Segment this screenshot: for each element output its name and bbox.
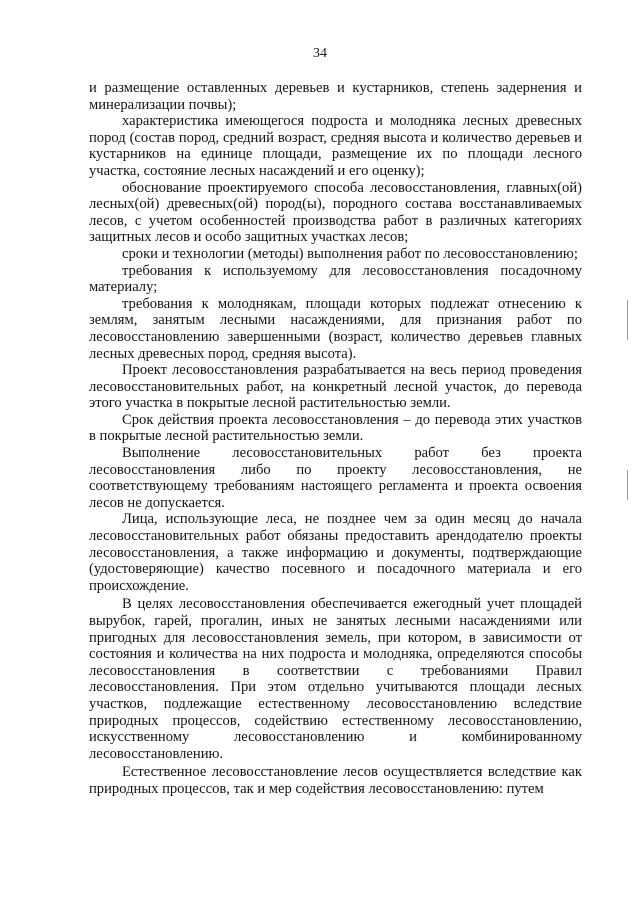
paragraph-5: требования к используемому для лесовосстановления посадочному материалу; (89, 262, 582, 296)
page-number: 34 (313, 46, 327, 61)
paragraph-1: и размещение оставленных деревьев и кустарников, степень задернения и минерализации почвы); (89, 80, 582, 113)
paragraph-4: сроки и технологии (методы) выполнения работ по лесовосстановлению; (122, 245, 578, 262)
paragraph-6: требования к молоднякам, площади которых подлежат отнесению к землям, занятым лесными насаждениями, для признания работ по лесовосстановлению завершенными (возраст, количество деревьев главных лесных древесных пород, средняя высота). (89, 295, 582, 362)
document-body (89, 80, 582, 798)
paragraph-11: В целях лесовосстановления обеспечивается ежегодный учет площадей вырубок, гарей, прогалин, иных не занятых лесными насаждениями или пригодных для лесовосстановления земель, при котором, в зависимости от состояния и количества на них подроста и молодняка, определяются способы лесовосстановления в соответствии с требованиями Правил лесовосстановления. При этом отдельно учитываются площади лесных участков, подлежащие естественному лесовосстановлению вследствие природных процессов, содействию естественному лесовосстановлению, искусственному лесовосстановлению и комбинированному лесовосстановлению. (89, 596, 582, 762)
paragraph-2: характеристика имеющегося подроста и молодняка лесных древесных пород (состав пород, средний возраст, средняя высота и количество деревьев и кустарников на единице площади, размещение их по площади лесного участка, состояние лесных насаждений и его оценку); (89, 113, 582, 179)
scan-edge-mark (627, 470, 628, 500)
scan-edge-mark (627, 300, 628, 340)
paragraph-12: Естественное лесовосстановление лесов осуществляется вследствие как природных процессов, так и мер содействия лесовосстановлению: путем (89, 764, 582, 797)
paragraph-7: Проект лесовосстановления разрабатывается на весь период проведения лесовосстановительных работ, на конкретный лесной участок, до перевода этого участка в покрытые лесной растительностью земли. (89, 362, 582, 412)
paragraph-9: Выполнение лесовосстановительных работ без проекта лесовосстановления либо по проекту лесовосстановления, не соответствующему требованиям настоящего регламента и проекта освоения лесов не допускается. (89, 445, 582, 511)
paragraph-3: обоснование проектируемого способа лесовосстановления, главных(ой) лесных(ой) древесных(ой) пород(ы), породного состава восстанавливаемых лесов, с учетом особенностей производства работ в различных категориях защитных лесов и особо защитных участках лесов; (89, 179, 582, 246)
paragraph-8: Срок действия проекта лесовосстановления – до перевода этих участков в покрытые лесной растительностью земли. (89, 411, 582, 445)
paragraph-10: Лица, использующие леса, не позднее чем за один месяц до начала лесовосстановительных работ обязаны предоставить арендодателю проекты лесовосстановления, а также информацию и документы, подтверждающие (удостоверяющие) качество посевного и посадочного материала и его происхождение. (89, 511, 582, 594)
